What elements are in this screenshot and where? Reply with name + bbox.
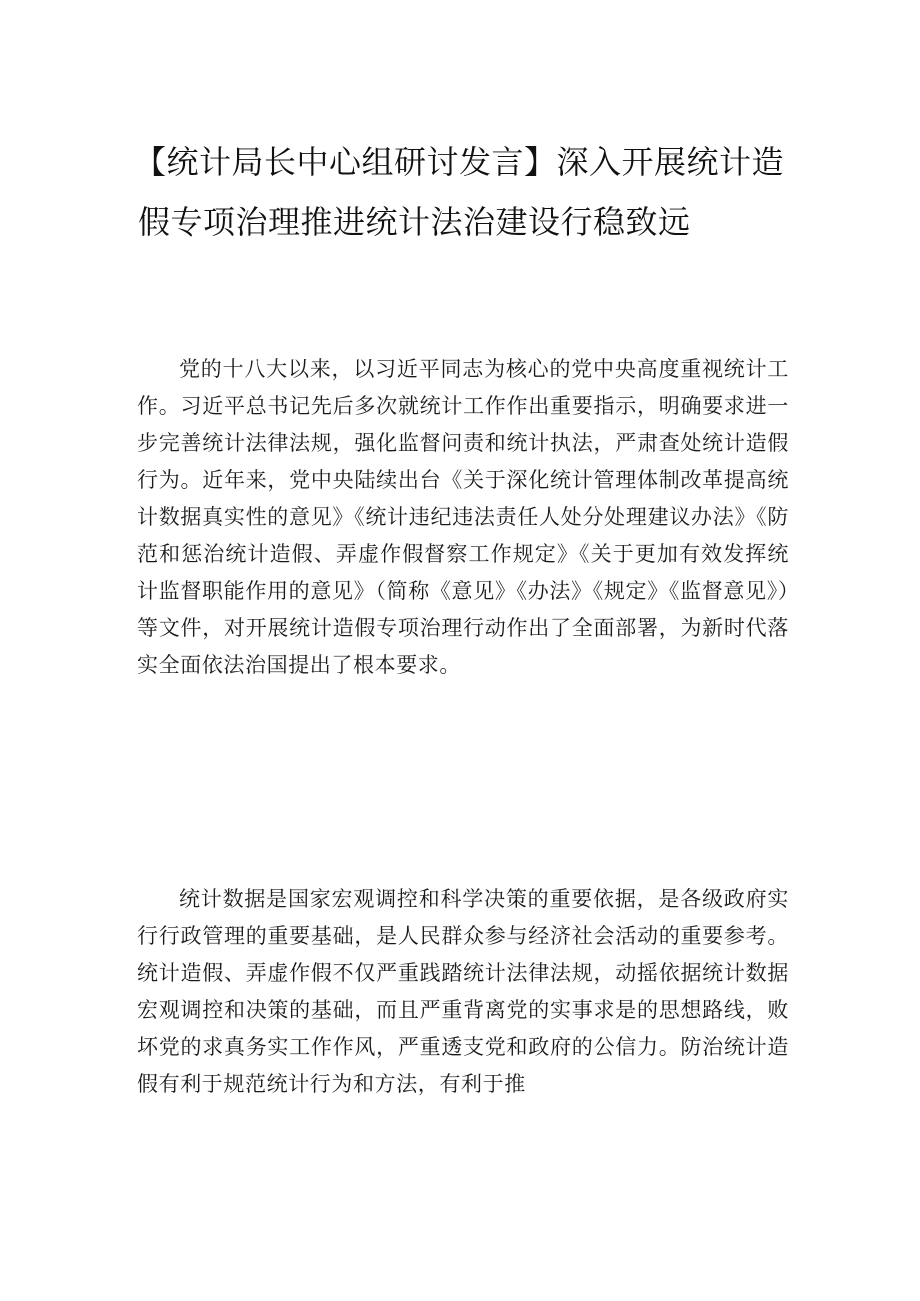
body-paragraph-1: 党的十八大以来，以习近平同志为核心的党中央高度重视统计工作。习近平总书记先后多次就统计工作作出重要指示，明确要求进一步完善统计法律法规，强化监督问责和统计执法，严肃查处统计造假行为。近年来，党中央陆续出台《关于深化统计管理体制改革提高统计数据真实性的意见》《统计违纪违法责任人处分处理建议办法》《防范和惩治统计造假、弄虚作假督察工作规定》《关于更加有效发挥统计监督职能作用的意见》（简称《意见》《办法》《规定》《监督意见》）等文件，对开展统计造假专项治理行动作出了全面部署，为新时代落实全面依法治国提出了根本要求。 [137, 357, 789, 677]
title-line-2: 假专项治理推进统计法治建设行稳致远 [138, 203, 691, 241]
document-title [134, 132, 798, 252]
title-line-1: 【统计局长中心组研讨发言】深入开展统计造 [134, 143, 785, 181]
body-paragraph-2: 统计数据是国家宏观调控和科学决策的重要依据，是各级政府实行行政管理的重要基础，是人民群众参与经济社会活动的重要参考。统计造假、弄虚作假不仅严重践踏统计法律法规，动摇依据统计数据宏观调控和决策的基础，而且严重背离党的实事求是的思想路线，败坏党的求真务实工作作风，严重透支党和政府的公信力。防治统计造假有利于规范统计行为和方法，有利于推 [137, 887, 789, 1096]
